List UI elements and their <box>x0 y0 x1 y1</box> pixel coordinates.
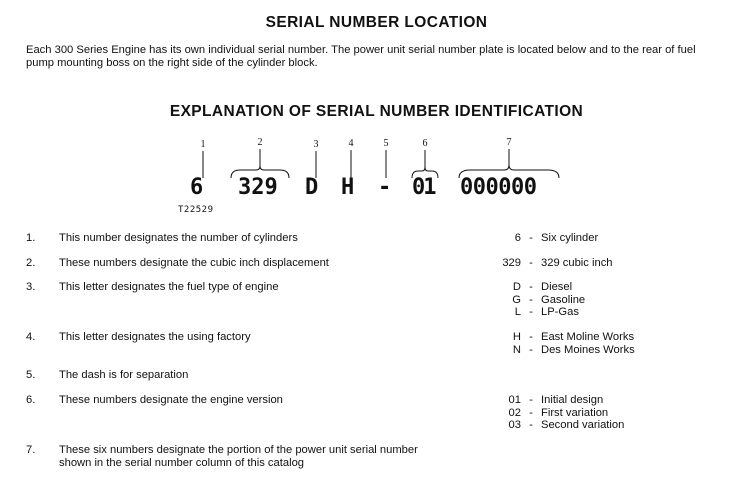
serial-part-dash: - <box>378 175 392 200</box>
code-dash: - <box>529 257 533 269</box>
item-codes <box>499 232 598 245</box>
item-number: 7. <box>26 444 36 456</box>
item-number: 2. <box>26 257 36 269</box>
code-description: Initial design <box>541 394 604 406</box>
section-title: EXPLANATION OF SERIAL NUMBER IDENTIFICATION <box>169 103 584 120</box>
code-description: 329 cubic inch <box>541 257 613 269</box>
serial-part-fuel: D <box>305 175 319 200</box>
code-dash: - <box>529 394 533 406</box>
code-dash: - <box>529 281 533 293</box>
code-value: 329 <box>502 257 521 269</box>
code-value: N <box>512 343 521 356</box>
item-codes <box>489 394 624 432</box>
code-description: Six cylinder <box>541 232 599 244</box>
code-row <box>499 344 635 357</box>
item-text: The dash is for separation <box>59 369 189 381</box>
callout-label-6: 6 <box>422 138 428 149</box>
code-description: Gasoline <box>541 293 586 306</box>
code-row <box>499 232 598 245</box>
item-number: 4. <box>26 331 36 343</box>
code-dash: - <box>529 293 533 306</box>
callout-label-5: 5 <box>383 138 389 149</box>
callout-label-2: 2 <box>257 137 263 148</box>
item-number: 6. <box>26 394 36 406</box>
code-description: Second variation <box>541 419 625 431</box>
page-title: SERIAL NUMBER LOCATION <box>265 14 488 31</box>
item-text: This letter designates the fuel type of engine <box>59 281 279 293</box>
code-value: 02 <box>508 406 521 419</box>
item-number: 5. <box>26 369 36 381</box>
code-row <box>499 331 635 344</box>
serial-part-version: 01 <box>412 175 435 200</box>
item-text: This number designates the number of cylinders <box>59 232 298 244</box>
figure-code: T22529 <box>178 205 214 215</box>
item-text: These numbers designate the cubic inch displacement <box>59 257 329 269</box>
code-dash: - <box>529 306 533 318</box>
item-text: These numbers designate the engine version <box>59 394 283 406</box>
code-description: East Moline Works <box>541 331 635 343</box>
code-value: G <box>512 293 521 306</box>
code-row <box>489 419 624 432</box>
callout-label-7: 7 <box>506 137 512 148</box>
code-row <box>499 306 585 319</box>
code-description: Des Moines Works <box>541 343 635 356</box>
item-number: 1. <box>26 232 36 244</box>
item-text: These six numbers designate the portion of the power unit serial number shown in the serial number column of this catalog <box>59 444 418 469</box>
code-row <box>489 394 624 407</box>
code-dash: - <box>529 419 533 431</box>
item-number: 3. <box>26 281 36 293</box>
code-description: First variation <box>541 406 609 419</box>
code-description: Diesel <box>541 281 573 293</box>
code-dash: - <box>529 232 533 244</box>
callout-label-1: 1 <box>200 139 206 150</box>
code-dash: - <box>529 406 533 419</box>
item-codes <box>479 257 613 270</box>
callout-label-3: 3 <box>313 139 319 150</box>
item-codes <box>499 331 635 356</box>
code-value: H <box>512 331 521 343</box>
code-row <box>499 294 585 307</box>
code-row <box>479 257 613 270</box>
callout-label-4: 4 <box>348 138 354 149</box>
intro-paragraph: Each 300 Series Engine has its own individual serial number. The power unit serial number plate is located below and to the rear of fuel pump mounting boss on the right side of the cylinder block. <box>26 44 696 69</box>
code-value: 6 <box>514 232 521 244</box>
code-value: D <box>512 281 521 293</box>
serial-part-unit-number: 000000 <box>460 175 537 200</box>
code-row <box>499 281 585 294</box>
code-description: LP-Gas <box>541 306 579 318</box>
code-dash: - <box>529 343 533 356</box>
serial-part-cylinders: 6 <box>190 175 204 200</box>
item-text: This letter designates the using factory <box>59 331 251 343</box>
code-value: 01 <box>508 394 521 406</box>
code-value: 03 <box>508 419 521 431</box>
serial-part-factory: H <box>341 175 355 200</box>
code-dash: - <box>529 331 533 343</box>
code-row <box>489 407 624 420</box>
serial-part-displacement: 329 <box>238 175 278 200</box>
code-value: L <box>514 306 521 318</box>
item-codes <box>499 281 585 319</box>
